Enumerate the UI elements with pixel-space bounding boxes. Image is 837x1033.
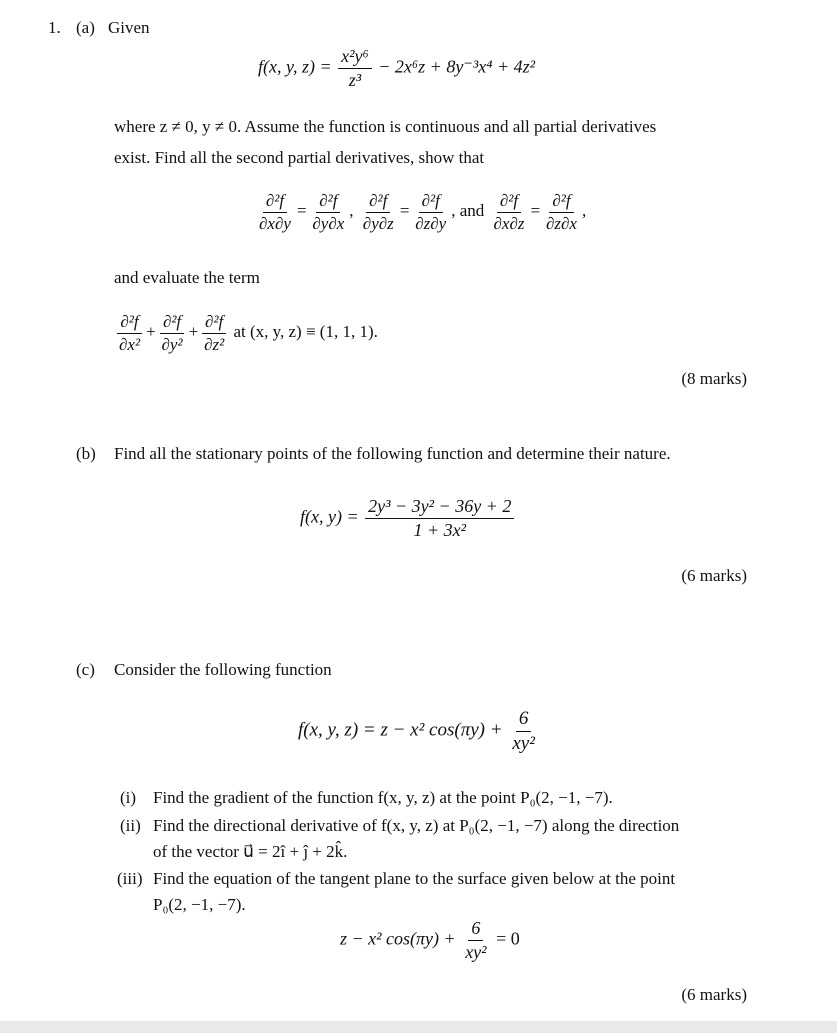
- eq1-right-den: ∂y∂x: [312, 213, 345, 233]
- laplacian-expression: $\frac{\text{∂²f}}{\text{∂x²}}$ + $\frac{\text{∂²f}}{\text{∂y²}}$ + $\frac{\text{∂²f}}{\text{∂z²}}$ at (x, y, z) ≡ (1, 1, 1).: [114, 312, 378, 354]
- part-b-function: [300, 496, 516, 540]
- and-word: and: [459, 200, 485, 220]
- lap-term3-den: ∂z²: [204, 334, 225, 354]
- page-bottom-edge: [0, 1021, 837, 1033]
- part-a-func-denominator: z³: [348, 69, 362, 90]
- surface-fraction: [462, 918, 489, 962]
- eq2-right-num: ∂²f: [419, 191, 443, 213]
- part-a-marks: (8 marks): [681, 369, 747, 388]
- part-c-func-numerator: 6: [516, 708, 532, 732]
- part-b-label: (b): [76, 444, 96, 463]
- part-b-func-fraction: [365, 496, 514, 540]
- eq2-left-den: ∂y∂z: [362, 213, 394, 233]
- part-c-item-iii-label: (iii): [117, 869, 143, 888]
- part-c-function: [298, 708, 540, 755]
- part-a-label: (a): [76, 18, 95, 37]
- part-c-item-ii-label: (ii): [120, 816, 141, 835]
- eq1-right-num: ∂²f: [316, 191, 340, 213]
- part-b-func-lhs: f(x, y) =: [300, 506, 359, 527]
- mixed-partials-equalities: $\frac{\text{∂²f}}{\partial x\partial y}$ = $\frac{\text{∂²f}}{\partial y\partial x}$ , $\frac{\text{∂²f}}{\partial y\partial z}$ = $\frac{\text{∂²f}}{\partial z\partial y}$ , and $\frac{\text{∂²f}}{\partial x\partial z}$ = $\frac{\text{∂²f}}{\partial z\partial x}$ ,: [254, 191, 586, 233]
- part-b-marks: (6 marks): [681, 566, 747, 585]
- part-a-intro: Given: [108, 18, 150, 37]
- eq2-left-num: ∂²f: [366, 191, 390, 213]
- part-c-item-iii-line2: P₀(2, −1, −7).: [153, 895, 246, 914]
- question-number: 1.: [48, 18, 61, 37]
- eq1-left-den: ∂x∂y: [259, 213, 291, 233]
- surface-rhs: = 0: [496, 928, 520, 949]
- lap-term3-num: ∂²f: [202, 312, 226, 334]
- surface-lhs: z − x² cos(πy) +: [340, 928, 456, 949]
- part-a-evaluate-line: and evaluate the term: [114, 268, 260, 287]
- lap-term2-den: ∂y²: [161, 334, 183, 354]
- lap-term1-num: ∂²f: [117, 312, 141, 334]
- part-c-func-fraction: [509, 708, 538, 755]
- part-b-instruction: Find all the stationary points of the following function and determine their nature.: [114, 444, 671, 463]
- eq2-right-den: ∂z∂y: [415, 213, 447, 233]
- part-a-func-numerator: x²y⁶: [338, 46, 372, 69]
- part-c-label: (c): [76, 660, 95, 679]
- surface-numerator: 6: [468, 918, 483, 941]
- part-a-func-rest: − 2x⁶z + 8y⁻³x⁴ + 4z²: [378, 56, 536, 77]
- eq3-right-den: ∂z∂x: [545, 213, 577, 233]
- part-c-item-ii-line2: of the vector u⃗ = 2î + ĵ + 2k̂.: [153, 842, 348, 861]
- eq3-left-num: ∂²f: [497, 191, 521, 213]
- part-c-item-i-label: (i): [120, 788, 137, 807]
- surface-denominator: xy²: [465, 941, 487, 962]
- part-c-func-denominator: xy²: [512, 732, 535, 754]
- lap-term1-den: ∂x²: [119, 334, 141, 354]
- part-c-item-i-text: Find the gradient of the function f(x, y, z) at the point P₀(2, −1, −7).: [153, 788, 613, 807]
- eq1-left-num: ∂²f: [263, 191, 287, 213]
- part-c-item-ii-line1: Find the directional derivative of f(x, y, z) at P₀(2, −1, −7) along the direction: [153, 816, 680, 835]
- eq3-left-den: ∂x∂z: [493, 213, 525, 233]
- lap-term2-num: ∂²f: [160, 312, 184, 334]
- part-c-marks: (6 marks): [681, 985, 747, 1004]
- part-a-func-lhs: f(x, y, z) =: [258, 56, 332, 77]
- part-b-func-numerator: 2y³ − 3y² − 36y + 2: [365, 496, 514, 519]
- tangent-surface-equation: [340, 918, 520, 962]
- part-c-item-iii-line1: Find the equation of the tangent plane to the surface given below at the point: [153, 869, 676, 888]
- part-a-function: [258, 46, 535, 90]
- part-c-intro: Consider the following function: [114, 660, 332, 679]
- eq3-right-num: ∂²f: [549, 191, 573, 213]
- lap-evaluation-point: at (x, y, z) ≡ (1, 1, 1).: [233, 321, 378, 341]
- part-a-conditions-line2: exist. Find all the second partial derivatives, show that: [114, 148, 485, 167]
- part-a-conditions-line1: where z ≠ 0, y ≠ 0. Assume the function is continuous and all partial derivatives: [114, 117, 657, 136]
- part-a-func-fraction: [338, 46, 372, 90]
- part-b-func-denominator: 1 + 3x²: [413, 519, 466, 540]
- part-c-func-lhs: f(x, y, z) = z − x² cos(πy) +: [298, 719, 503, 741]
